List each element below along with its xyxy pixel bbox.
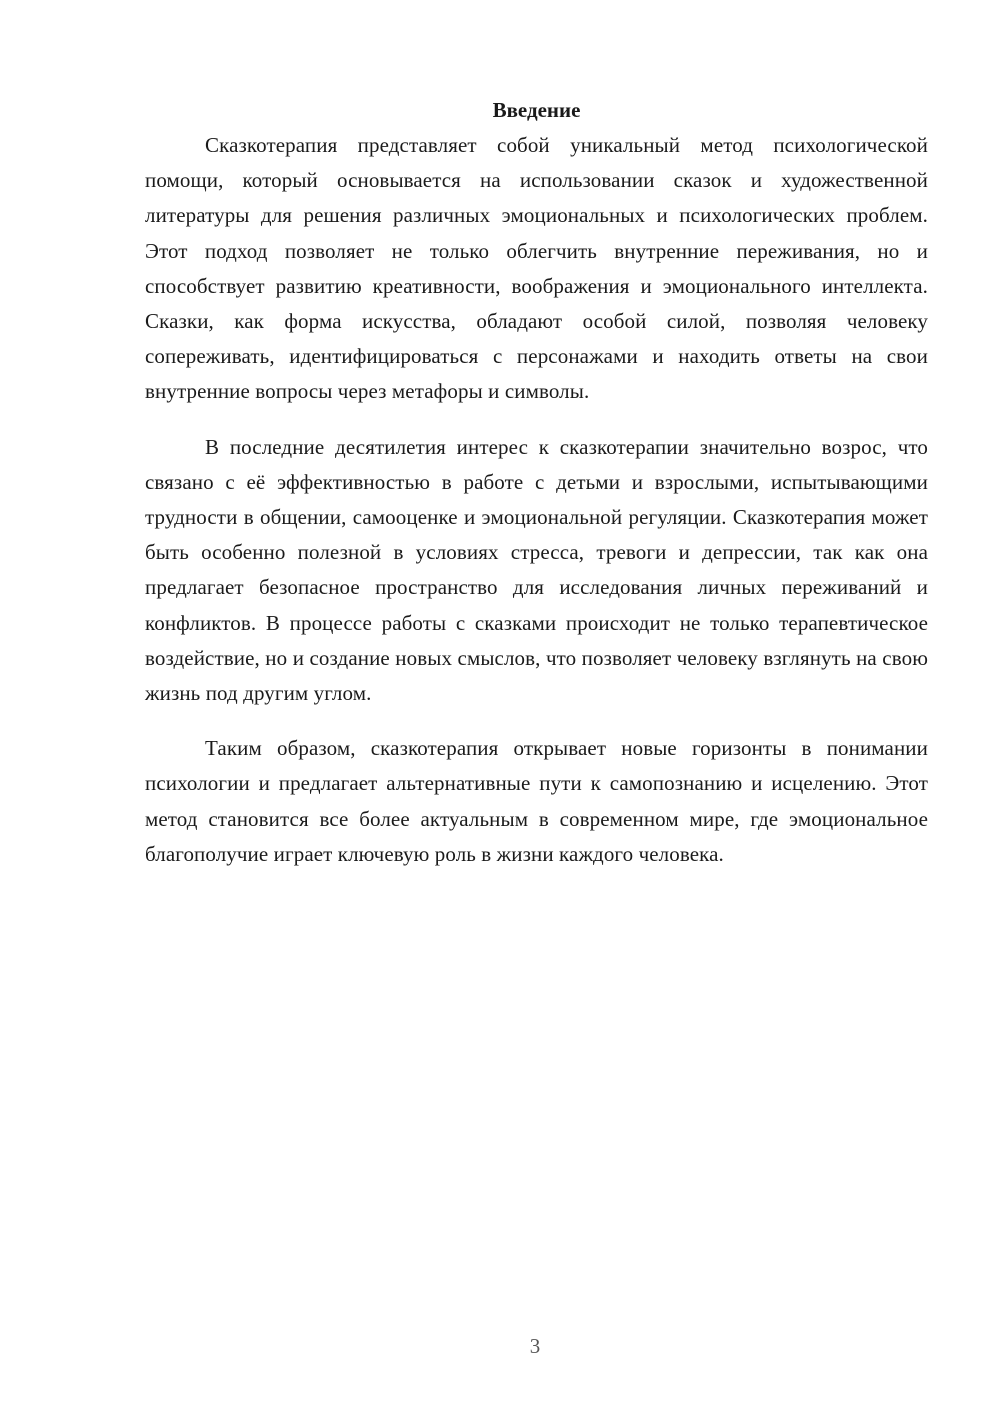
- paragraph-3: Таким образом, сказкотерапия открывает новые горизонты в понимании психологии и предлагает альтернативные пути к самопознанию и исцелению. Этот метод становится все более актуальным в современном мире, где эмоциональное благополучие играет ключевую роль в жизни каждого человека.: [145, 736, 928, 866]
- page-number: 3: [529, 1334, 541, 1358]
- page-content: [145, 95, 928, 892]
- paragraph-1: Сказкотерапия представляет собой уникальный метод психологической помощи, который основывается на использовании сказок и художественной литературы для решения различных эмоциональных и психологических проблем. Этот подход позволяет не только облегчить внутренние переживания, но и способствует развитию креативности, воображения и эмоционального интеллекта. Сказки, как форма искусства, обладают особой силой, позволяя человеку сопереживать, идентифицироваться с персонажами и находить ответы на свои внутренние вопросы через метафоры и символы.: [145, 133, 928, 404]
- section-heading: Введение: [492, 98, 581, 122]
- paragraph-2: В последние десятилетия интерес к сказкотерапии значительно возрос, что связано с её эффективностью в работе с детьми и взрослыми, испытывающими трудности в общении, самооценке и эмоциональной регуляции. Сказкотерапия может быть особенно полезной в условиях стресса, тревоги и депрессии, так как она предлагает безопасное пространство для исследования личных переживаний и конфликтов. В процессе работы с сказками происходит не только терапевтическое воздействие, но и создание новых смыслов, что позволяет человеку взглянуть на свою жизнь под другим углом.: [145, 434, 928, 706]
